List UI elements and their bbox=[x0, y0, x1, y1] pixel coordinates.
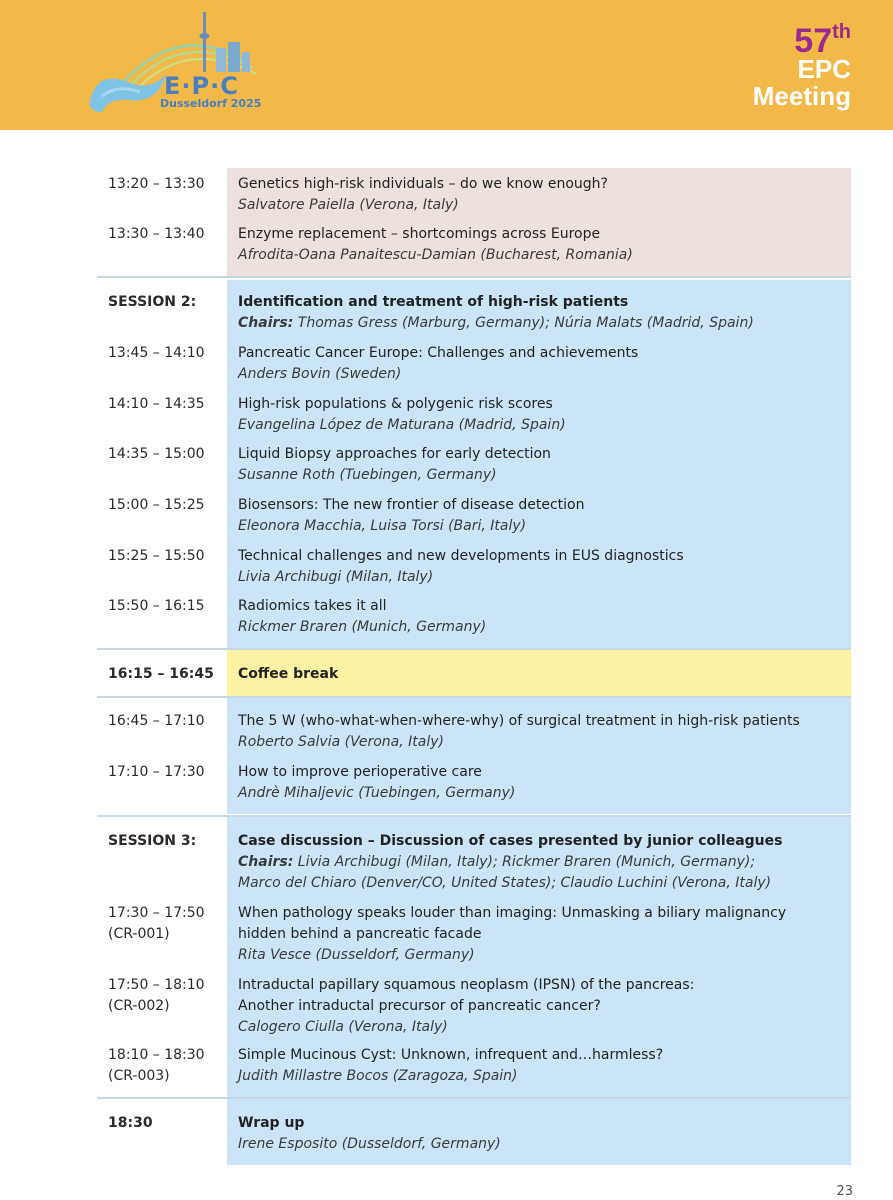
row-title: Radiomics takes it all bbox=[238, 598, 387, 614]
row-title: Liquid Biopsy approaches for early detection bbox=[238, 446, 551, 462]
chairs-names: Thomas Gress (Marburg, Germany); Núria Malats (Madrid, Spain) bbox=[297, 315, 754, 331]
row-title: Wrap up bbox=[238, 1115, 305, 1131]
case-code: (CR-003) bbox=[108, 1068, 170, 1084]
meeting-badge bbox=[752, 21, 851, 111]
row-speaker: Rickmer Braren (Munich, Germany) bbox=[238, 619, 487, 635]
meeting-line3: Meeting bbox=[752, 81, 851, 111]
program-block-1 bbox=[97, 168, 851, 276]
row-time: 16:45 – 17:10 bbox=[108, 713, 205, 729]
meeting-number: 57 bbox=[794, 22, 833, 60]
case-code: (CR-001) bbox=[108, 926, 170, 942]
row-speaker: Calogero Ciulla (Verona, Italy) bbox=[238, 1019, 448, 1035]
row-time: 13:30 – 13:40 bbox=[108, 226, 205, 242]
row-time: 17:10 – 17:30 bbox=[108, 764, 205, 780]
row-title: The 5 W (who-what-when-where-why) of surgical treatment in high-risk patients bbox=[238, 713, 800, 729]
row-title: Simple Mucinous Cyst: Unknown, infrequent and…harmless? bbox=[238, 1047, 664, 1063]
row-title: When pathology speaks louder than imaging: Unmasking a biliary malignancy bbox=[238, 905, 787, 921]
row-time: 18:30 bbox=[108, 1115, 153, 1131]
row-time: 14:10 – 14:35 bbox=[108, 396, 205, 412]
row-speaker: Roberto Salvia (Verona, Italy) bbox=[238, 734, 444, 750]
row-time: 15:50 – 16:15 bbox=[108, 598, 205, 614]
row-title: Biosensors: The new frontier of disease detection bbox=[238, 497, 585, 513]
row-time: 15:00 – 15:25 bbox=[108, 497, 205, 513]
row-time: 18:10 – 18:30 (CR-003) bbox=[108, 1047, 205, 1084]
row-time: 15:25 – 15:50 bbox=[108, 548, 205, 564]
session-label: SESSION 2: bbox=[108, 294, 197, 310]
meeting-suffix: th bbox=[832, 21, 851, 43]
row-time: 14:35 – 15:00 bbox=[108, 446, 205, 462]
wrap-up-block bbox=[97, 1099, 851, 1165]
divider bbox=[97, 276, 851, 278]
row-title: Intraductal papillary squamous neoplasm (IPSN) of the pancreas: bbox=[238, 977, 695, 993]
row-time: 17:30 – 17:50 (CR-001) bbox=[108, 905, 205, 942]
row-speaker: Susanne Roth (Tuebingen, Germany) bbox=[238, 467, 497, 483]
meeting-line2: EPC bbox=[797, 54, 851, 84]
row-speaker: Anders Bovin (Sweden) bbox=[238, 366, 402, 382]
row-title: High-risk populations & polygenic risk scores bbox=[238, 396, 553, 412]
row-title: Enzyme replacement – shortcomings across Europe bbox=[238, 226, 601, 242]
row-title: How to improve perioperative care bbox=[238, 764, 482, 780]
row-title-line2: Another intraductal precursor of pancreatic cancer? bbox=[238, 998, 601, 1014]
row-speaker: Rita Vesce (Dusseldorf, Germany) bbox=[238, 947, 475, 963]
row-speaker: Livia Archibugi (Milan, Italy) bbox=[238, 569, 434, 585]
row-time: 13:45 – 14:10 bbox=[108, 345, 205, 361]
coffee-break-block bbox=[97, 650, 851, 696]
case-code: (CR-002) bbox=[108, 998, 170, 1014]
row-title: Genetics high-risk individuals – do we know enough? bbox=[238, 176, 608, 192]
row-time: 13:20 – 13:30 bbox=[108, 176, 205, 192]
row-title: Pancreatic Cancer Europe: Challenges and achievements bbox=[238, 345, 639, 361]
row-speaker: Salvatore Paiella (Verona, Italy) bbox=[238, 197, 459, 213]
chairs-names-line2: Marco del Chiaro (Denver/CO, United States); Claudio Luchini (Verona, Italy) bbox=[238, 875, 772, 891]
row-title: Coffee break bbox=[238, 666, 339, 682]
row-speaker: Eleonora Macchia, Luisa Torsi (Bari, Italy) bbox=[238, 518, 527, 534]
row-time: 17:50 – 18:10 (CR-002) bbox=[108, 977, 205, 1014]
chairs-names: Livia Archibugi (Milan, Italy); Rickmer Braren (Munich, Germany); bbox=[297, 854, 756, 870]
row-speaker: Evangelina López de Maturana (Madrid, Spain) bbox=[238, 417, 566, 433]
logo-city: Dusseldorf 2025 bbox=[160, 97, 262, 110]
program-block-3 bbox=[97, 698, 851, 814]
session-3-block bbox=[97, 817, 851, 1097]
row-speaker: Irene Esposito (Dusseldorf, Germany) bbox=[238, 1136, 501, 1152]
row-speaker: Andrè Mihaljevic (Tuebingen, Germany) bbox=[238, 785, 516, 801]
session-2-block bbox=[97, 280, 851, 648]
chairs-label: Chairs: bbox=[238, 854, 294, 870]
session-label: SESSION 3: bbox=[108, 833, 197, 849]
row-title-line2: hidden behind a pancreatic facade bbox=[238, 926, 482, 942]
row-speaker: Judith Millastre Bocos (Zaragoza, Spain) bbox=[238, 1068, 518, 1084]
row-title: Technical challenges and new developments in EUS diagnostics bbox=[238, 548, 684, 564]
page-number: 23 bbox=[836, 1184, 853, 1199]
row-speaker: Afrodita-Oana Panaitescu-Damian (Bucharest, Romania) bbox=[238, 247, 633, 263]
row-time: 16:15 – 16:45 bbox=[108, 666, 214, 682]
session-title: Identification and treatment of high-risk patients bbox=[238, 294, 629, 310]
session-title: Case discussion – Discussion of cases presented by junior colleagues bbox=[238, 833, 783, 849]
chairs-label: Chairs: bbox=[238, 315, 294, 331]
header-banner bbox=[0, 0, 893, 130]
logo-text: E·P·C bbox=[164, 72, 239, 100]
